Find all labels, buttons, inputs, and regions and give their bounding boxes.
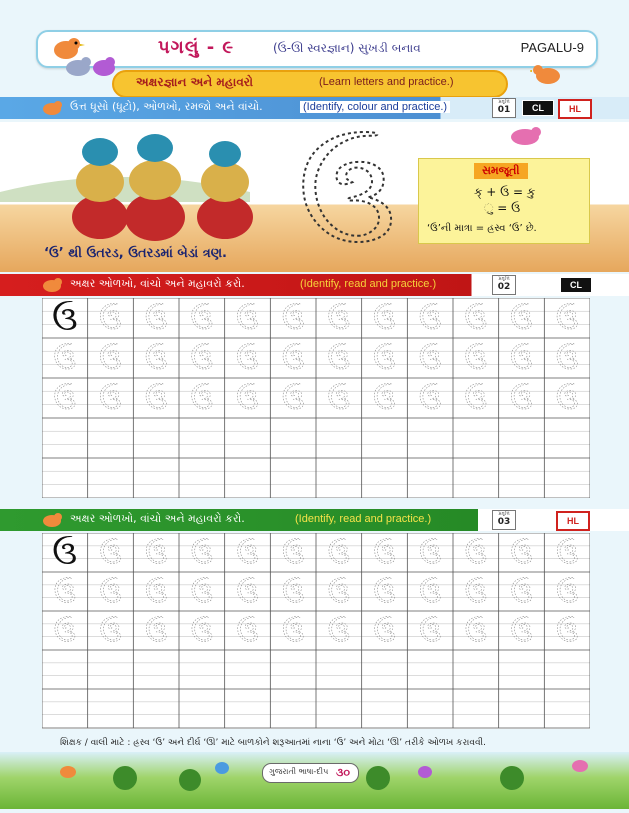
bird-icon: [40, 275, 64, 295]
cl-tag: CL: [560, 277, 592, 293]
section3-instruction: અક્ષર ઓળખો, વાંચો અને મહાવરો કરો.: [70, 512, 245, 525]
page-title: પગલું - ૯: [158, 37, 235, 58]
trace-letter: ઉ: [373, 302, 396, 338]
trace-letter: ઉ: [510, 302, 533, 338]
section2-english: (Identify, read and practice.): [300, 278, 437, 290]
section-bar-2: [0, 274, 629, 296]
trace-letter: ઉ: [464, 536, 487, 571]
page-subtitle: (ઉ-ઊ સ્વરજ્ઞાન) સુખડી બનાવ: [273, 41, 421, 55]
page-number: ૩૦: [336, 766, 350, 779]
trace-letter: ઉ: [281, 302, 305, 338]
cl-tag: CL: [522, 100, 554, 116]
trace-letter: ઉ: [419, 575, 442, 610]
trace-letter: ઉ: [464, 342, 488, 378]
trace-letter: ઉ: [419, 536, 442, 571]
teacher-note: શિક્ષક / વાલી માટે : હ્રસ્વ ‘ઉ’ અને દીર્ઘ ‘ઊ’ માટે બાળકોને શરૂઆતમાં નાના ‘ઉ’ અને મોટા ‘ઊ’ તરીકે ઓળખ કરાવવી.: [60, 738, 486, 748]
trace-letter: ઉ: [99, 382, 122, 418]
page-code: PAGALU-9: [520, 40, 584, 55]
trace-letter: ઉ: [99, 575, 122, 610]
tracing-letter-large: ઉ: [298, 122, 397, 272]
trace-letter: ઉ: [99, 342, 122, 378]
trace-letter: ઉ: [373, 575, 396, 610]
trace-letter: ઉ: [555, 302, 579, 338]
trace-letter: ઉ: [464, 575, 487, 610]
trace-letter: ઉ: [190, 382, 214, 418]
pot-stack-1: [72, 138, 128, 239]
trace-letter: ઉ: [555, 342, 579, 378]
activity-badge: પ્રવૃત્તિ 01: [492, 98, 516, 118]
book-name: ગુજરાતી ભાષા-દીપ: [269, 767, 329, 776]
section1-english: (Identify, colour and practice.): [300, 101, 450, 113]
trace-letter: ઉ: [145, 575, 168, 610]
trace-letter: ઉ: [327, 536, 350, 571]
model-letter: ઉ: [52, 533, 78, 573]
practice-grid-lines: [42, 298, 590, 498]
trace-letter: ઉ: [464, 614, 487, 649]
note-line-3: ‘ઉ’ની માત્રા = હ્રસ્વ ‘ઉ’ છે.: [427, 223, 537, 234]
section-bar-3: [0, 509, 629, 531]
trace-letter: ઉ: [327, 302, 351, 338]
hl-tag: HL: [558, 99, 592, 119]
bird-icon: [530, 58, 566, 88]
hl-tag: HL: [556, 511, 590, 531]
note-line-2: ુ = ઉ: [484, 201, 521, 215]
trace-letter: ઉ: [282, 575, 305, 610]
trace-letter: ઉ: [556, 614, 579, 649]
trace-letter: ઉ: [327, 614, 350, 649]
trace-letter: ઉ: [464, 382, 488, 418]
practice-grid-1: [42, 298, 590, 498]
trace-letter: ઉ: [190, 575, 213, 610]
activity-badge: પ્રવૃત્તિ 03: [492, 510, 516, 530]
trace-letter: ઉ: [144, 342, 168, 378]
practice-grid-lines: [42, 533, 590, 729]
trace-letter: ઉ: [236, 382, 259, 418]
trace-letter: ઉ: [282, 536, 305, 571]
bird-icon: [60, 50, 120, 80]
trace-letter: ઉ: [510, 536, 533, 571]
trace-letter: ઉ: [419, 614, 442, 649]
note-line-1: ક્ + ઉ = કુ: [474, 185, 536, 199]
model-letter: ઉ: [51, 299, 78, 339]
pot-stack-3: [197, 141, 253, 239]
trace-letter: ઉ: [53, 575, 76, 610]
trace-letter: ઉ: [555, 382, 579, 418]
trace-letter: ઉ: [373, 342, 396, 378]
trace-letter: ઉ: [99, 614, 122, 649]
trace-letter: ઉ: [373, 614, 396, 649]
section-bar-1: [0, 97, 629, 119]
explanation-note: [418, 158, 590, 244]
scene-caption: ‘ઉ’ થી ઉતરડ, ઉતરડમાં બેડાં ત્રણ.: [44, 246, 227, 261]
trace-letter: ઉ: [53, 382, 77, 418]
trace-letter: ઉ: [418, 302, 442, 338]
trace-letter: ઉ: [99, 302, 122, 338]
practice-grid-2: [42, 533, 590, 729]
trace-letter: ઉ: [464, 302, 488, 338]
trace-letter: ઉ: [145, 536, 168, 571]
trace-letter: ઉ: [373, 382, 396, 418]
banner-gujarati: અક્ષરજ્ઞાન અને મહાવરો: [136, 75, 254, 89]
pot-stack-2: [125, 134, 185, 241]
trace-letter: ઉ: [190, 342, 214, 378]
trace-letter: ઉ: [236, 302, 259, 338]
trace-letter: ઉ: [144, 382, 168, 418]
trace-letter: ઉ: [53, 614, 76, 649]
bird-icon: [40, 98, 64, 118]
trace-letter: ઉ: [418, 382, 442, 418]
trace-letter: ઉ: [510, 342, 533, 378]
trace-letter: ઉ: [236, 536, 259, 571]
trace-letter: ઉ: [145, 614, 168, 649]
trace-letter: ઉ: [327, 575, 350, 610]
trace-letter: ઉ: [99, 536, 122, 571]
bird-icon: [40, 510, 64, 530]
trace-letter: ઉ: [327, 342, 351, 378]
trace-letter: ઉ: [53, 342, 77, 378]
trace-letter: ઉ: [282, 614, 305, 649]
section1-instruction: ઉત્ત ધૂસો (ધૂટો), ઓળખો, રમજો અને વાંચો.: [70, 100, 263, 113]
activity-badge: પ્રવૃત્તિ 02: [492, 275, 516, 295]
trace-letter: ઉ: [556, 575, 579, 610]
banner-english: (Learn letters and practice.): [319, 76, 454, 88]
trace-letter: ઉ: [373, 536, 396, 571]
learn-banner: [112, 70, 508, 98]
trace-letter: ઉ: [510, 614, 533, 649]
trace-letter: ઉ: [281, 342, 305, 378]
trace-letter: ઉ: [190, 536, 213, 571]
section3-english: (Identify, read and practice.): [295, 513, 432, 525]
trace-letter: ઉ: [236, 342, 259, 378]
note-heading: સમજૂતી: [474, 163, 528, 179]
trace-letter: ઉ: [327, 382, 351, 418]
page-header: [36, 30, 598, 68]
trace-letter: ઉ: [190, 614, 213, 649]
trace-letter: ઉ: [190, 302, 214, 338]
trace-letter: ઉ: [556, 536, 579, 571]
trace-letter: ઉ: [144, 302, 168, 338]
trace-letter: ઉ: [236, 575, 259, 610]
section2-instruction: અક્ષર ઓળખો, વાંચો અને મહાવરો કરો.: [70, 277, 245, 290]
trace-letter: ઉ: [281, 382, 305, 418]
trace-letter: ઉ: [510, 575, 533, 610]
page-footer: [262, 763, 359, 783]
trace-letter: ઉ: [236, 614, 259, 649]
trace-letter: ઉ: [418, 342, 442, 378]
trace-letter: ઉ: [510, 382, 533, 418]
